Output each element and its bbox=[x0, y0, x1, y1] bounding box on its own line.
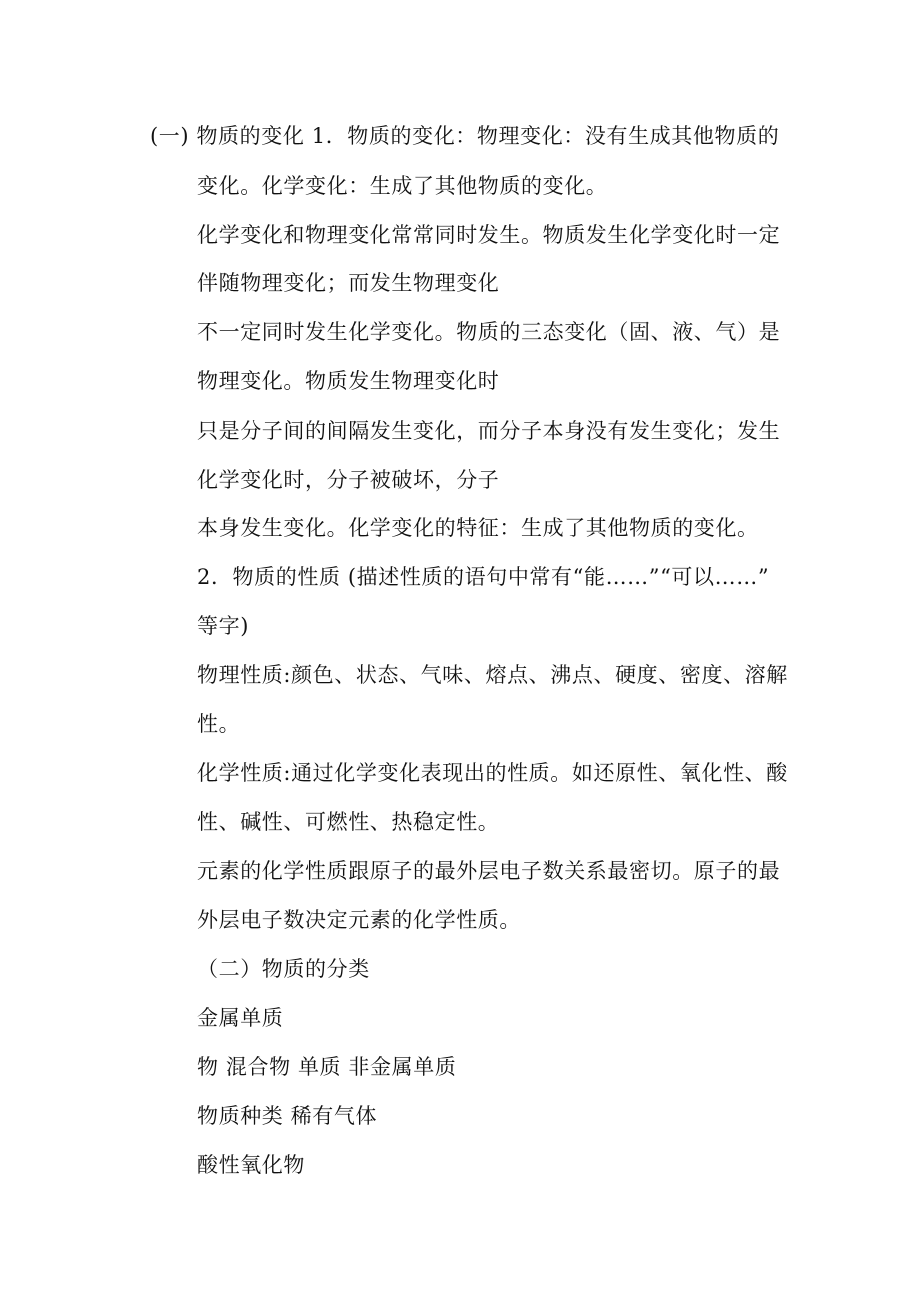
text-line: 化学变化和物理变化常常同时发生。物质发生化学变化时一定 bbox=[197, 223, 781, 247]
classification-line: 金属单质 bbox=[197, 1006, 284, 1030]
classification-line: 酸性氧化物 bbox=[197, 1153, 305, 1177]
text-line: 元素的化学性质跟原子的最外层电子数关系最密切。原子的最 bbox=[197, 859, 781, 883]
text-line: 外层电子数决定元素的化学性质。 bbox=[197, 908, 521, 932]
text-line: 物理变化。物质发生物理变化时 bbox=[197, 369, 500, 393]
text-line: 化学变化时，分子被破坏，分子 bbox=[197, 468, 500, 492]
text-line: 性。 bbox=[197, 712, 241, 736]
text-line: 等字) bbox=[197, 614, 249, 638]
section-2-heading-line: （二）物质的分类 bbox=[197, 957, 370, 981]
section-1-heading-line: (一) 物质的变化 1．物质的变化：物理变化：没有生成其他物质的 bbox=[150, 124, 780, 148]
physical-properties-line: 物理性质:颜色、状态、气味、熔点、沸点、硬度、密度、溶解 bbox=[197, 663, 788, 687]
classification-line: 物质种类 稀有气体 bbox=[197, 1104, 378, 1128]
text-line: 不一定同时发生化学变化。物质的三态变化（固、液、气）是 bbox=[197, 320, 781, 344]
text-line: 伴随物理变化；而发生物理变化 bbox=[197, 271, 500, 295]
classification-line: 物 混合物 单质 非金属单质 bbox=[197, 1055, 457, 1079]
text-line: 变化。化学变化：生成了其他物质的变化。 bbox=[197, 174, 608, 198]
text-line: 性、碱性、可燃性、热稳定性。 bbox=[197, 810, 500, 834]
text-line: 只是分子间的间隔发生变化，而分子本身没有发生变化；发生 bbox=[197, 419, 781, 443]
text-line: 本身发生变化。化学变化的特征：生成了其他物质的变化。 bbox=[197, 516, 759, 540]
subsection-2-heading-line: 2．物质的性质 (描述性质的语句中常有“能……”“可以……” bbox=[197, 565, 770, 589]
chemical-properties-line: 化学性质:通过化学变化表现出的性质。如还原性、氧化性、酸 bbox=[197, 761, 788, 785]
